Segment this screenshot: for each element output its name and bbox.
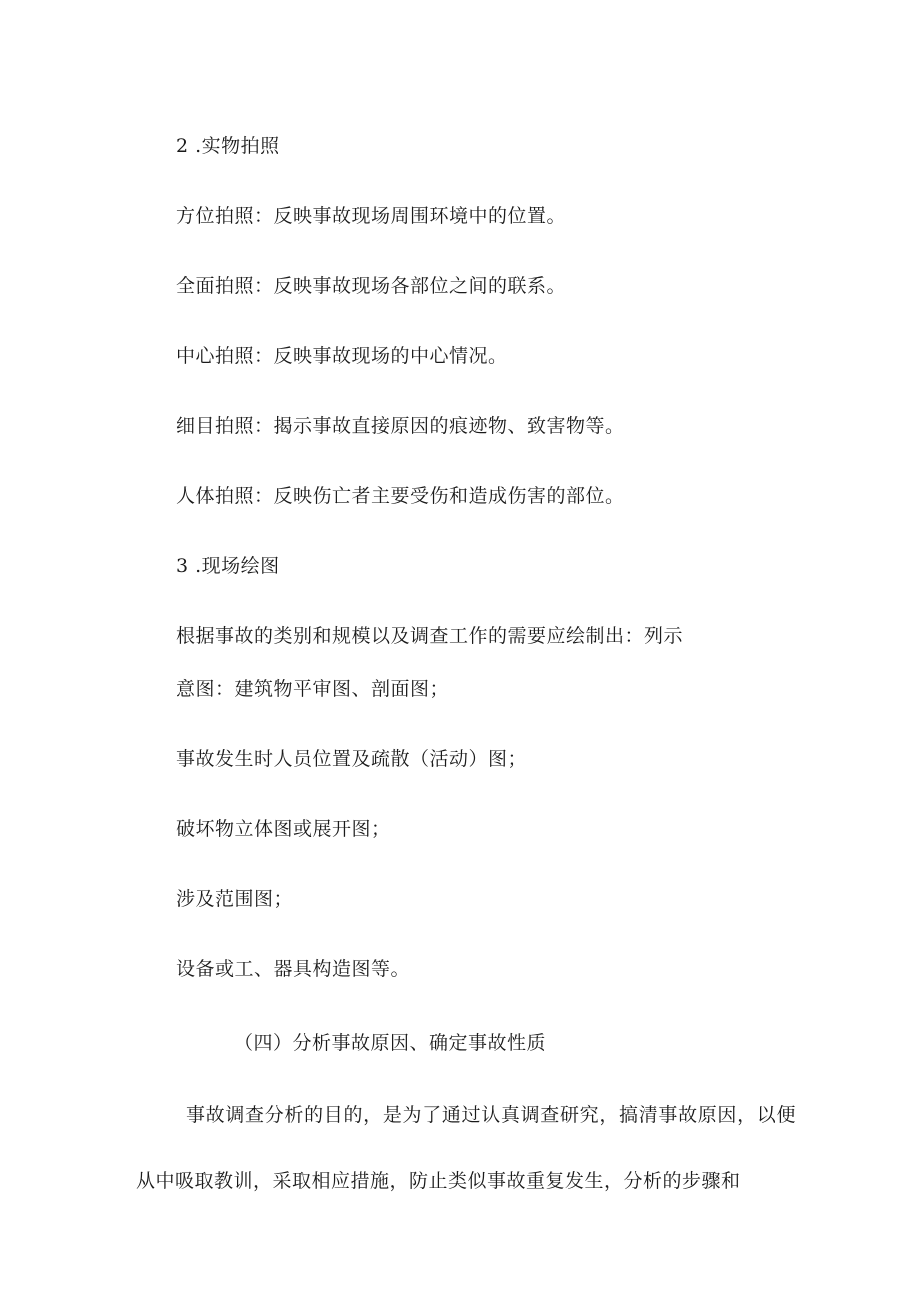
text-line: 人体拍照：反映伤亡者主要受伤和造成伤害的部位。 xyxy=(176,485,625,507)
text-line: 根据事故的类别和规模以及调查工作的需要应绘制出：列示 xyxy=(176,625,684,647)
text-line: 细目拍照：揭示事故直接原因的痕迹物、致害物等。 xyxy=(176,415,625,437)
text-line: 意图：建筑物平审图、剖面图； xyxy=(176,678,450,700)
subheading-photography: 2 .实物拍照 xyxy=(176,135,280,157)
text-line: 涉及范围图； xyxy=(176,888,294,910)
text-line: 设备或工、器具构造图等。 xyxy=(176,958,411,980)
body-paragraph: 事故调查分析的目的，是为了通过认真调查研究，搞清事故原因，以便从中吸取教训，采取相应措施，防止类似事故重复发生，分析的步骤和 xyxy=(136,1104,796,1192)
text-line: 全面拍照：反映事故现场各部位之间的联系。 xyxy=(176,275,567,297)
section-heading: （四）分析事故原因、确定事故性质 xyxy=(234,1032,547,1054)
text-line: 事故发生时人员位置及疏散（活动）图； xyxy=(176,748,528,770)
subheading-drawing: 3 .现场绘图 xyxy=(176,555,280,577)
text-line: 破坏物立体图或展开图； xyxy=(176,818,391,840)
text-line: 方位拍照：反映事故现场周围环境中的位置。 xyxy=(176,205,567,227)
text-line: 中心拍照：反映事故现场的中心情况。 xyxy=(176,345,508,367)
